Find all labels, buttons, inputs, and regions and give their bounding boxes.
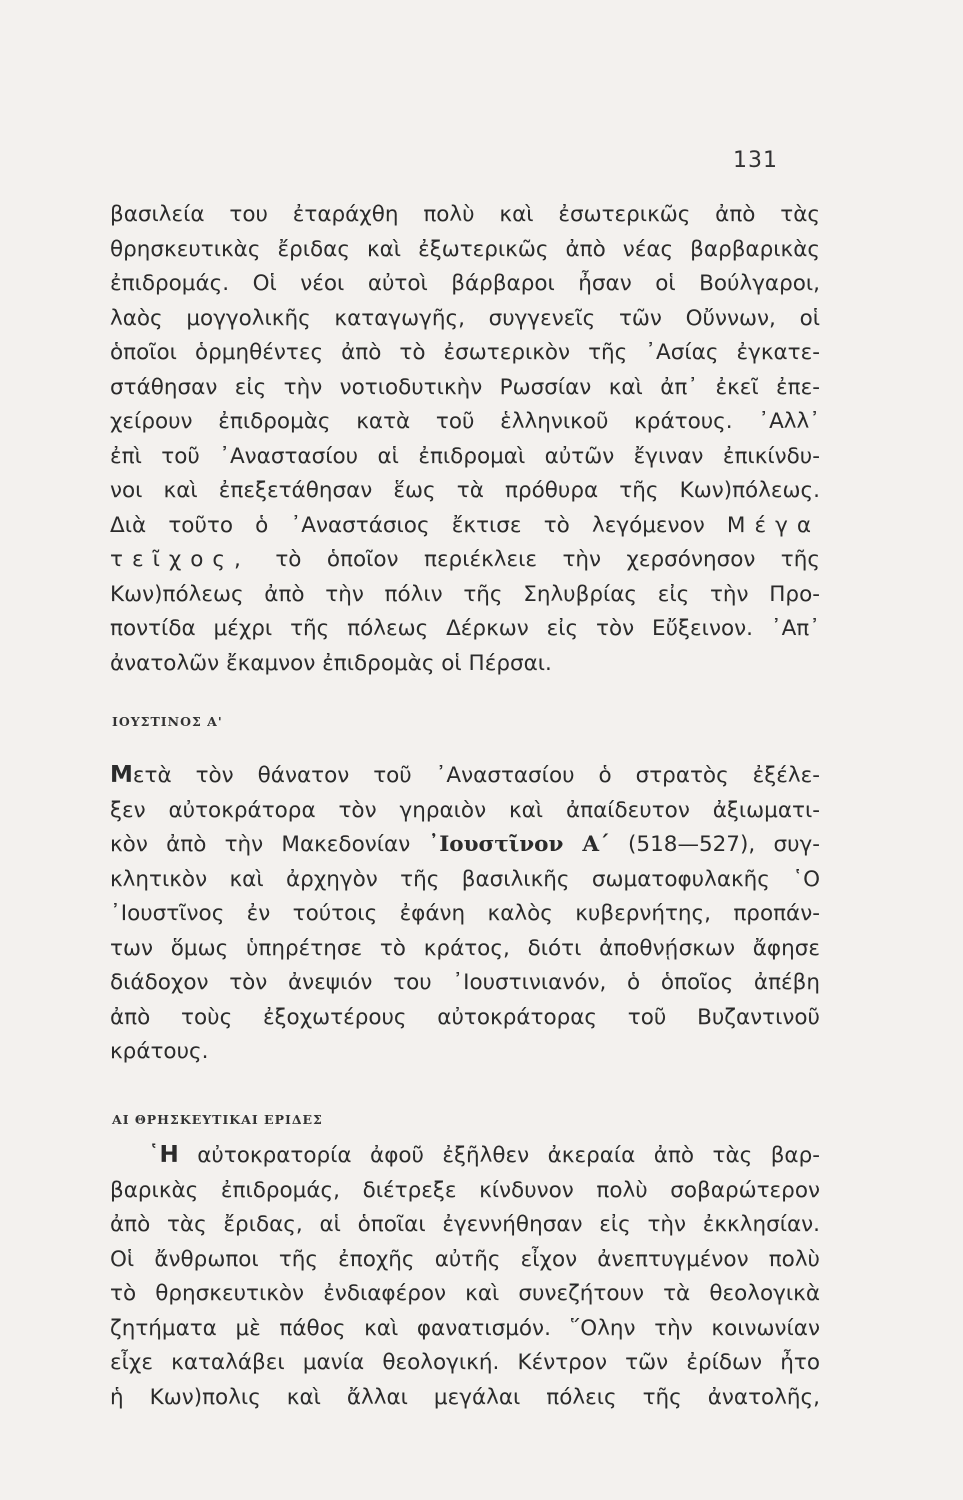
spaced-text-teichos: τεῖχος, <box>110 547 250 572</box>
paragraph-religious-disputes <box>110 1138 820 1415</box>
text-line: τὸ θρησκευτικὸν ἐνδιαφέρον καὶ συνεζήτουν τὰ θεολογικὰ <box>110 1281 820 1306</box>
text-line <box>110 1138 820 1174</box>
text-line: λαὸς μογγολικῆς καταγωγῆς, συγγενεῖς τῶν Οὔννων, οἱ <box>110 305 820 331</box>
text-line: κλητικὸν καὶ ἀρχηγὸν τῆς βασιλικῆς σωματοφυλακῆς ῾Ο <box>110 866 820 892</box>
text-line: βαρικὰς ἐπιδρομάς, διέτρεξε κίνδυνον πολὺ σοβαρώτερον <box>110 1177 820 1203</box>
text-line: Κων)πόλεως ἀπὸ τὴν πόλιν τῆς Σηλυβρίας εἰς τὴν Προ- <box>110 581 820 607</box>
text-line: ὁποῖοι ὁρμηθέντες ἀπὸ τὸ ἐσωτερικὸν τῆς ᾿Ασίας ἐγκατε- <box>110 340 820 365</box>
text-line: κράτους. <box>110 1039 209 1064</box>
text-segment: αὐτοκρατορία ἀφοῦ ἐξῆλθεν ἀκεραία ἀπὸ τὰς βαρ- <box>197 1143 820 1168</box>
text-line <box>110 543 820 578</box>
text-line: διάδοχον τὸν ἀνεψιόν του ᾿Ιουστινιανόν, ὁ ὁποῖος ἀπέβη <box>110 970 820 995</box>
text-line: ἀπὸ τοὺς ἐξοχωτέρους αὐτοκράτορας τοῦ Βυζαντινοῦ <box>110 1004 820 1030</box>
text-line: ἀνατολῶν ἔκαμνον ἐπιδρομὰς οἱ Πέρσαι. <box>110 650 552 676</box>
spaced-text-mega: Μέγα <box>726 512 820 538</box>
text-line <box>110 509 820 544</box>
section-heading-religious-disputes: ΑΙ ΘΡΗΣΚΕΥΤΙΚΑΙ ΕΡΙΔΕΣ <box>112 1112 323 1127</box>
text-line: των ὅμως ὑπηρέτησε τὸ κράτος, διότι ἀποθνῄσκων ἄφησε <box>110 935 820 961</box>
text-line: ποντίδα μέχρι τῆς πόλεως Δέρκων εἰς τὸν Εὔξεινον. ᾿Απ᾿ <box>110 616 820 641</box>
text-line: εἶχε καταλάβει μανία θεολογική. Κέντρον τῶν ἐρίδων ἦτο <box>110 1350 820 1375</box>
text-line: ἀπὸ τὰς ἔριδας, αἱ ὁποῖαι ἐγεννήθησαν εἰς τὴν ἐκκλησίαν. <box>110 1212 820 1237</box>
text-line: ἡ Κων)πολις καὶ ἄλλαι μεγάλαι πόλεις τῆς ἀνατολῆς, <box>110 1384 820 1410</box>
drop-initial: ῾Η <box>148 1142 179 1168</box>
paragraph-intro <box>110 198 820 681</box>
text-line: βασιλεία του ἐταράχθη πολὺ καὶ ἐσωτερικῶς ἀπὸ τὰς <box>110 202 820 227</box>
text-line: ἐπιδρομάς. Οἱ νέοι αὐτοὶ βάρβαροι ἦσαν οἱ Βούλγαροι, <box>110 271 820 296</box>
section-heading-justin: ΙΟΥΣΤΙΝΟΣ Α' <box>112 714 223 729</box>
text-line <box>110 828 820 863</box>
text-line: νοι καὶ ἐπεξετάθησαν ἕως τὰ πρόθυρα τῆς Κων)πόλεως. <box>110 478 820 503</box>
text-line: ᾿Ιουστῖνος ἐν τούτοις ἐφάνη καλὸς κυβερνήτης, προπάν- <box>110 901 820 926</box>
text-segment: ετὰ τὸν θάνατον τοῦ ᾿Αναστασίου ὁ στρατὸς ἐξέλε- <box>132 763 820 788</box>
text-line: θρησκευτικὰς ἔριδας καὶ ἐξωτερικῶς ἀπὸ νέας βαρβαρικὰς <box>110 236 820 262</box>
emperor-name: ᾿Ιουστῖνον Α΄ <box>428 832 610 857</box>
drop-initial: Μ <box>110 762 133 788</box>
page-number: 131 <box>733 148 778 173</box>
text-segment: (518—527), συγ- <box>628 832 820 857</box>
text-line: ἐπὶ τοῦ ᾿Αναστασίου αἱ ἐπιδρομαὶ αὐτῶν ἔγιναν ἐπικίνδυ- <box>110 443 820 469</box>
text-line: ξεν αὐτοκράτορα τὸν γηραιὸν καὶ ἀπαίδευτον ἀξιωματι- <box>110 797 820 823</box>
text-segment: Διὰ τοῦτο ὁ ᾿Αναστάσιος ἔκτισε τὸ λεγόμενον <box>110 512 705 538</box>
text-line: στάθησαν εἰς τὴν νοτιοδυτικὴν Ρωσσίαν καὶ ἀπ᾿ ἐκεῖ ἐπε- <box>110 374 820 400</box>
text-segment: κὸν ἀπὸ τὴν Μακεδονίαν <box>110 832 411 857</box>
text-line: ζητήματα μὲ πάθος καὶ φανατισμόν. ῞Ολην τὴν κοινωνίαν <box>110 1315 820 1341</box>
text-line: Οἱ ἄνθρωποι τῆς ἐποχῆς αὐτῆς εἶχον ἀνεπτυγμένον πολὺ <box>110 1246 820 1272</box>
text-segment: τὸ ὁποῖον περιέκλειε τὴν χερσόνησον τῆς <box>275 547 820 572</box>
paragraph-justin <box>110 758 820 1070</box>
text-line <box>110 758 820 794</box>
text-line: χείρουν ἐπιδρομὰς κατὰ τοῦ ἑλληνικοῦ κράτους. ᾿Αλλ᾿ <box>110 409 820 434</box>
